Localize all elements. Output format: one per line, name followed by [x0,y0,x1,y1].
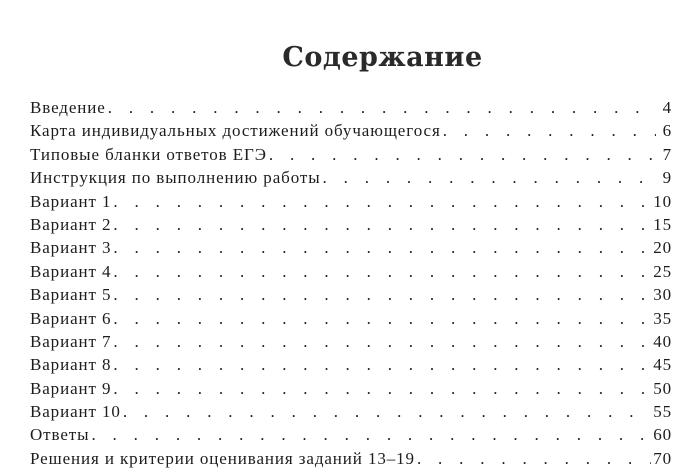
dot-leader [113,307,651,330]
toc-entry-label: Карта индивидуальных достижений обучающегося [30,121,441,141]
toc-entry [30,307,672,330]
toc-entry-page: 40 [653,331,672,351]
toc-entry [30,447,672,470]
toc-entry [30,283,672,306]
toc-entry-label: Вариант 1 [30,191,112,211]
toc-entry-page: 6 [662,121,672,141]
toc-entry [30,353,672,376]
dot-leader [123,400,651,423]
toc-entry-page: 50 [653,378,672,398]
toc-entry-label: Ответы [30,425,90,445]
toc-entry-page: 35 [653,308,672,328]
toc-entry [30,400,672,423]
toc-entry-label: Типовые бланки ответов ЕГЭ [30,144,267,164]
toc-entry [30,236,672,259]
toc-entry-label: Вариант 8 [30,355,112,375]
dot-leader [113,236,651,259]
dot-leader [113,377,651,400]
toc-entry [30,166,672,189]
dot-leader [113,213,651,236]
dot-leader [443,119,656,142]
toc-entry-page: 7 [662,144,672,164]
toc-entry-page: 70 [653,448,672,468]
toc-entry [30,260,672,283]
toc-entry-label: Вариант 2 [30,214,112,234]
dot-leader [113,190,651,213]
dot-leader [113,330,651,353]
toc-entry-label: Введение [30,98,106,117]
dot-leader [323,166,656,189]
toc-entry-page: 25 [653,261,672,281]
toc-entry [30,190,672,213]
dot-leader [113,260,651,283]
toc-entry [30,213,672,236]
toc-entry-label: Вариант 9 [30,378,112,398]
toc-entry-label: Вариант 10 [30,402,121,422]
toc-entry [30,377,672,400]
toc-entry-page: 4 [662,98,672,117]
toc-entry-page: 20 [653,238,672,258]
toc-entry-page: 15 [653,214,672,234]
toc-entry-label: Инструкция по выполнению работы [30,168,321,188]
toc-entry-label: Вариант 4 [30,261,112,281]
toc-entry-page: 30 [653,285,672,305]
toc-entry-label: Вариант 5 [30,285,112,305]
toc-entry-label: Решения и критерии оценивания заданий 13–19 [30,448,415,468]
dot-leader [113,283,651,306]
toc-entry-label: Вариант 3 [30,238,112,258]
table-of-contents [30,96,672,470]
toc-entry [30,119,672,142]
page-title: Содержание [282,42,483,73]
toc-entry [30,96,672,119]
dot-leader [91,423,651,446]
toc-entry-label: Вариант 7 [30,331,112,351]
toc-entry-page: 9 [662,168,672,188]
dot-leader [269,143,656,166]
toc-entry-page: 60 [653,425,672,445]
dot-leader [113,353,651,376]
toc-entry-page: 45 [653,355,672,375]
toc-entry [30,423,672,446]
toc-entry [30,330,672,353]
toc-entry-page: 10 [653,191,672,211]
toc-entry [30,143,672,166]
dot-leader [417,447,651,470]
toc-entry-page: 55 [653,402,672,422]
dot-leader [108,96,656,119]
toc-entry-label: Вариант 6 [30,308,112,328]
